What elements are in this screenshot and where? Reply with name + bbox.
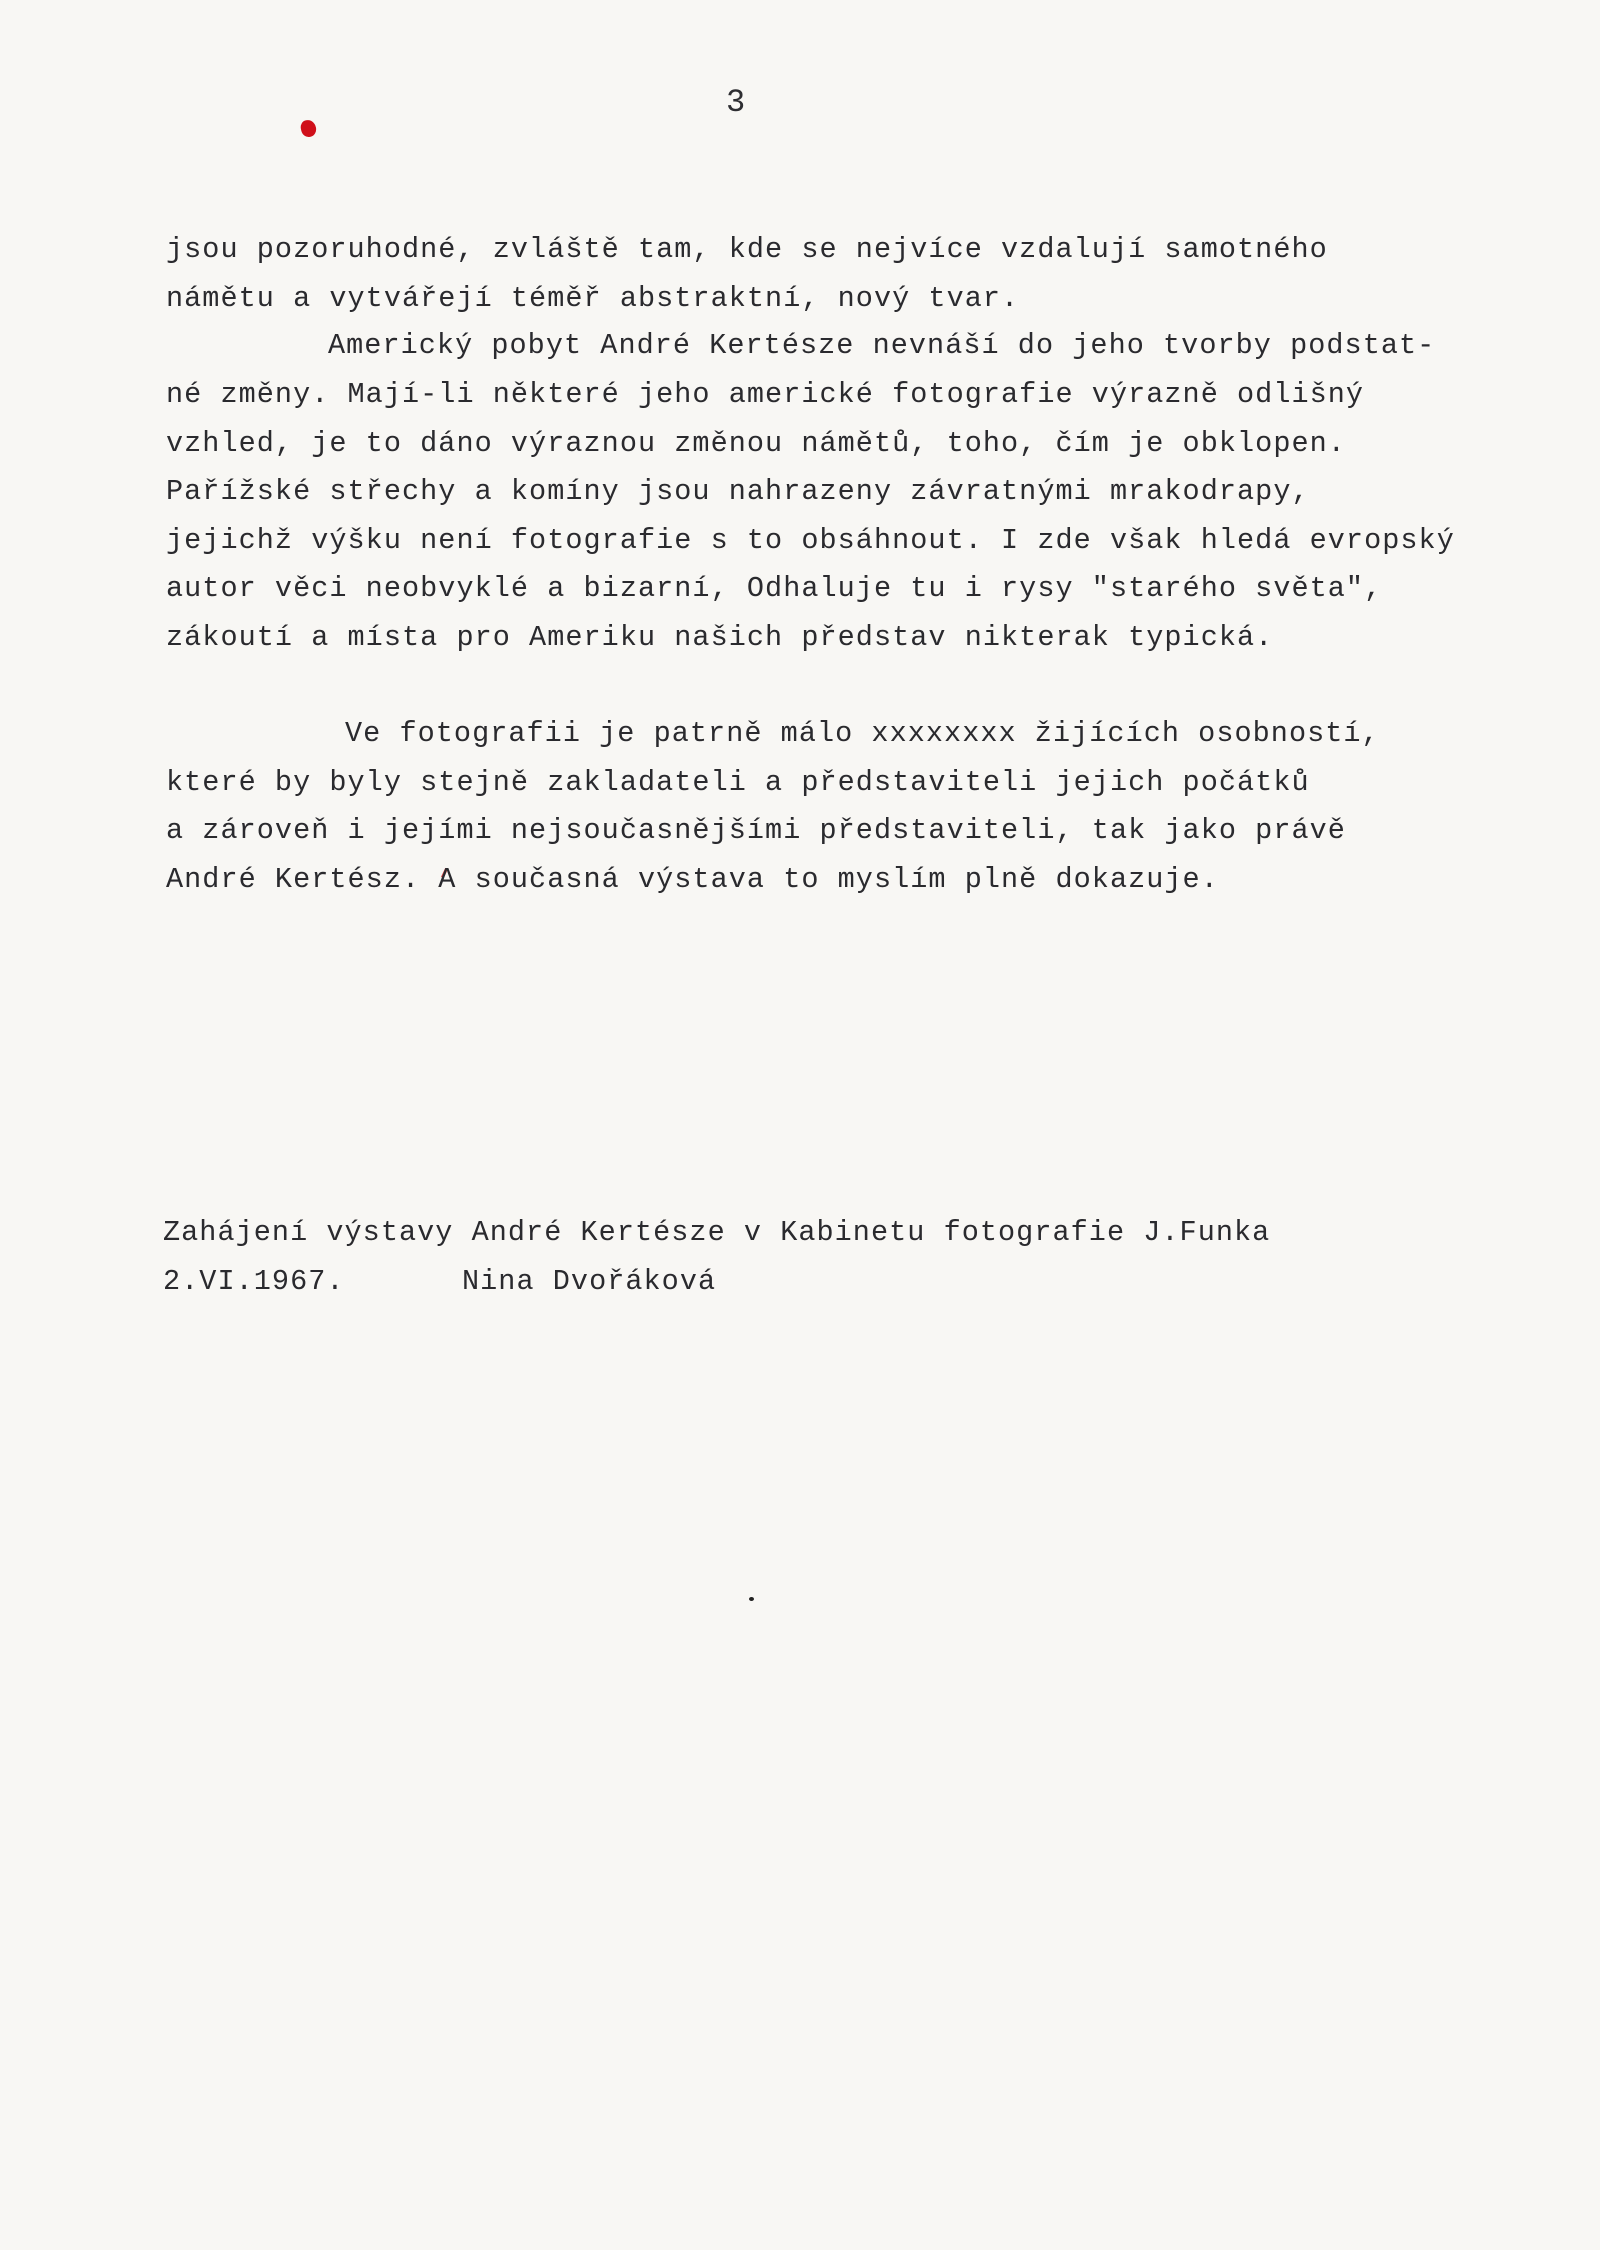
footer-event: Zahájení výstavy André Kertésze v Kabinetu fotografie J.Funka <box>163 1216 1271 1249</box>
text-line: a zároveň i jejími nejsoučasnějšími představiteli, tak jako právě <box>166 814 1346 847</box>
text-line: jejichž výšku není fotografie s to obsáhnout. I zde však hledá evropský <box>166 524 1455 557</box>
text-line: které by byly stejně zakladateli a představiteli jejich počátků <box>166 766 1310 799</box>
text-line: Pařížské střechy a komíny jsou nahrazeny závratnými mrakodrapy, <box>166 475 1310 508</box>
page-number: 3 <box>726 84 746 121</box>
text-line: André Kertész. A současná výstava to myslím plně dokazuje. <box>166 863 1219 896</box>
footer-author: Nina Dvořáková <box>462 1265 717 1298</box>
footer-date: 2.VI.1967. <box>163 1265 345 1298</box>
text-line: jsou pozoruhodné, zvláště tam, kde se nejvíce vzdalují samotného <box>166 233 1328 266</box>
text-line: vzhled, je to dáno výraznou změnou námětů, toho, čím je obklopen. <box>166 427 1346 460</box>
ink-speck <box>749 1597 754 1601</box>
red-ink-mark <box>299 119 317 139</box>
text-line: Ve fotografii je patrně málo xxxxxxxx žijících osobností, <box>345 717 1380 750</box>
text-line: námětu a vytvářejí téměř abstraktní, nový tvar. <box>166 282 1020 315</box>
text-line: autor věci neobvyklé a bizarní, Odhaluje tu i rysy "starého světa", <box>166 572 1383 605</box>
text-line: zákoutí a místa pro Ameriku našich představ nikterak typická. <box>166 621 1274 654</box>
text-line: né změny. Mají-li některé jeho americké fotografie výrazně odlišný <box>166 378 1365 411</box>
text-line: Americký pobyt André Kertésze nevnáší do jeho tvorby podstat- <box>328 329 1436 362</box>
